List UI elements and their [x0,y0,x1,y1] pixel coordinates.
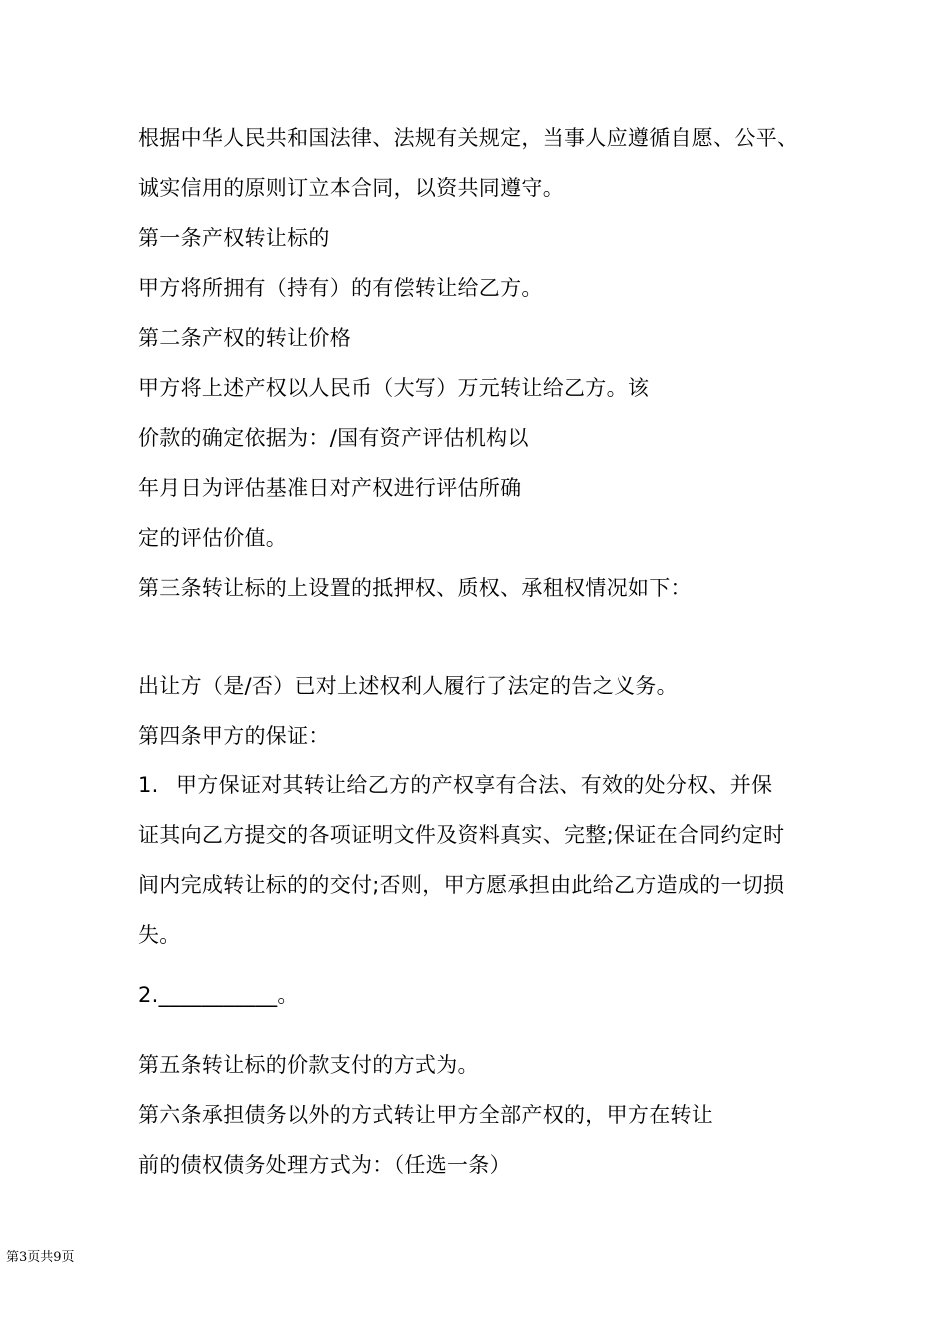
text-line-2: 诚实信用的原则订立本合同，以资共同遵守。 [138,176,564,200]
item-2: 2.___________。 [138,983,299,1007]
item-1-line-4: 失。 [138,923,181,947]
article-4-heading: 第四条甲方的保证： [138,724,330,748]
text-line-7: 价款的确定依据为：/国有资产评估机构以 [138,426,529,450]
text-line-8: 年月日为评估基准日对产权进行评估所确 [138,476,522,500]
text-line-9: 定的评估价值。 [138,526,288,550]
item-1-line-1 [138,772,772,798]
article-6-heading: 第六条承担债务以外的方式转让甲方全部产权的，甲方在转让 [138,1103,714,1127]
text-line-1: 根据中华人民共和国法律、法规有关规定，当事人应遵循自愿、公平、 [138,126,799,150]
article-2-heading: 第二条产权的转让价格 [138,326,351,350]
item-1-text: 甲方保证对其转让给乙方的产权享有合法、有效的处分权、并保 [176,773,773,797]
item-1-line-2: 证其向乙方提交的各项证明文件及资料真实、完整;保证在合同约定时 [138,823,785,847]
page-number-footer: 第3页共9页 [6,1250,75,1265]
text-line-6: 甲方将上述产权以人民币（大写）万元转让给乙方。该 [138,376,650,400]
article-3-heading: 第三条转让标的上设置的抵押权、质权、承租权情况如下： [138,576,692,600]
item-1-number: 1. [138,773,159,797]
text-line-4: 甲方将所拥有（持有）的有偿转让给乙方。 [138,276,543,300]
text-line-11: 出让方（是/否）已对上述权利人履行了法定的告之义务。 [138,674,678,698]
item-1-line-3: 间内完成转让标的的交付;否则，甲方愿承担由此给乙方造成的一切损 [138,873,785,897]
article-1-heading: 第一条产权转让标的 [138,226,330,250]
article-5-heading: 第五条转让标的价款支付的方式为。 [138,1053,479,1077]
text-line-last: 前的债权债务处理方式为：（任选一条） [138,1153,511,1177]
